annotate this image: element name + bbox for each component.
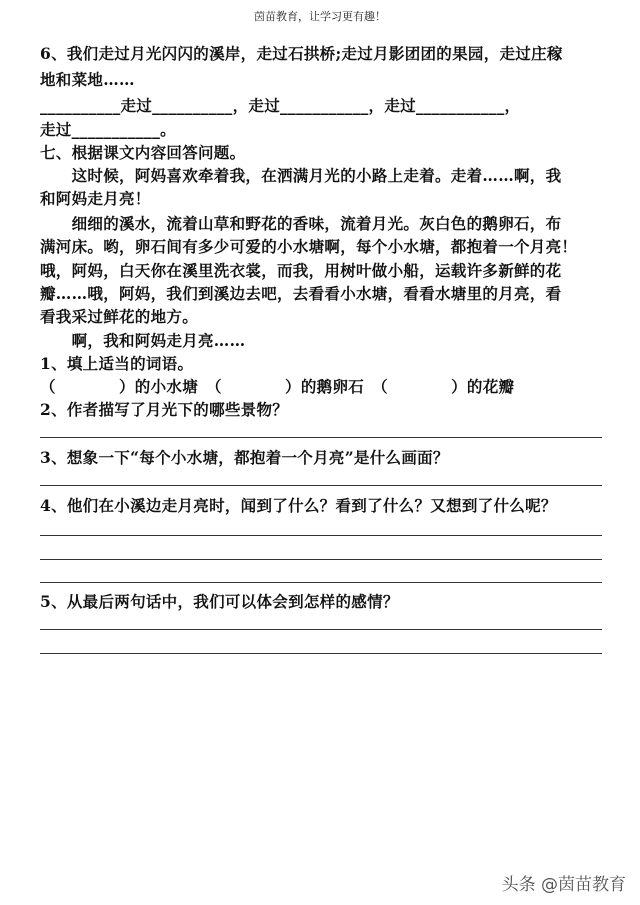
answer-line[interactable] — [40, 437, 602, 438]
passage-line: 瓣……哦，阿妈，我们到溪边去吧，去看看小水塘，看看水塘里的月亮，看 — [40, 284, 562, 303]
answer-line[interactable] — [40, 485, 602, 486]
answer-line[interactable] — [40, 535, 602, 536]
passage-line: 细细的溪水，流着山草和野花的香味，流着月光。灰白色的鹅卵石，布 — [40, 214, 562, 233]
passage-line: 满河床。哟，卵石间有多少可爱的小水塘啊，每个小水塘，都抱着一个月亮！ — [40, 237, 578, 256]
question-6-line-2: 地和菜地…… — [40, 70, 135, 89]
answer-line[interactable] — [40, 653, 602, 654]
question-5: 5、从最后两句话中，我们可以体会到怎样的感情？ — [40, 592, 399, 611]
passage-line: 和阿妈走月亮！ — [40, 189, 151, 208]
question-2: 2、作者描写了月光下的哪些景物？ — [40, 400, 289, 419]
passage-line: 哦，阿妈，白天你在溪里洗衣裳，而我，用树叶做小船，运载许多新鲜的花 — [40, 261, 562, 280]
passage-line: 啊，我和阿妈走月亮…… — [40, 331, 246, 350]
passage-line: 看我采过鲜花的地方。 — [40, 307, 199, 326]
passage-line: 这时候，阿妈喜欢牵着我，在洒满月光的小路上走着。走着……啊，我 — [40, 166, 562, 185]
question-1-blanks: （ ）的小水塘 （ ）的鹅卵石 （ ）的花瓣 — [40, 377, 515, 396]
answer-line[interactable] — [40, 559, 602, 560]
answer-line[interactable] — [40, 629, 602, 630]
question-1: 1、填上适当的词语。 — [40, 354, 194, 373]
section-7-title: 七、根据课文内容回答问题。 — [40, 143, 246, 162]
question-3: 3、想象一下“每个小水塘，都抱着一个月亮”是什么画面？ — [40, 448, 449, 467]
question-6-line-1: 6、我们走过月光闪闪的溪岸，走过石拱桥;走过月影团团的果园，走过庄稼 — [40, 44, 563, 63]
watermark: 头条 @茵苗教育 — [501, 875, 626, 895]
page-header: 茵苗教育，让学习更有趣！ — [254, 10, 386, 23]
question-4: 4、他们在小溪边走月亮时，闻到了什么？看到了什么？又想到了什么呢？ — [40, 496, 557, 515]
question-6-fill-line: __________走过__________，走过___________，走过___________， — [40, 96, 521, 115]
question-6-fill-line-2: 走过___________。 — [40, 120, 176, 139]
answer-line[interactable] — [40, 582, 602, 583]
